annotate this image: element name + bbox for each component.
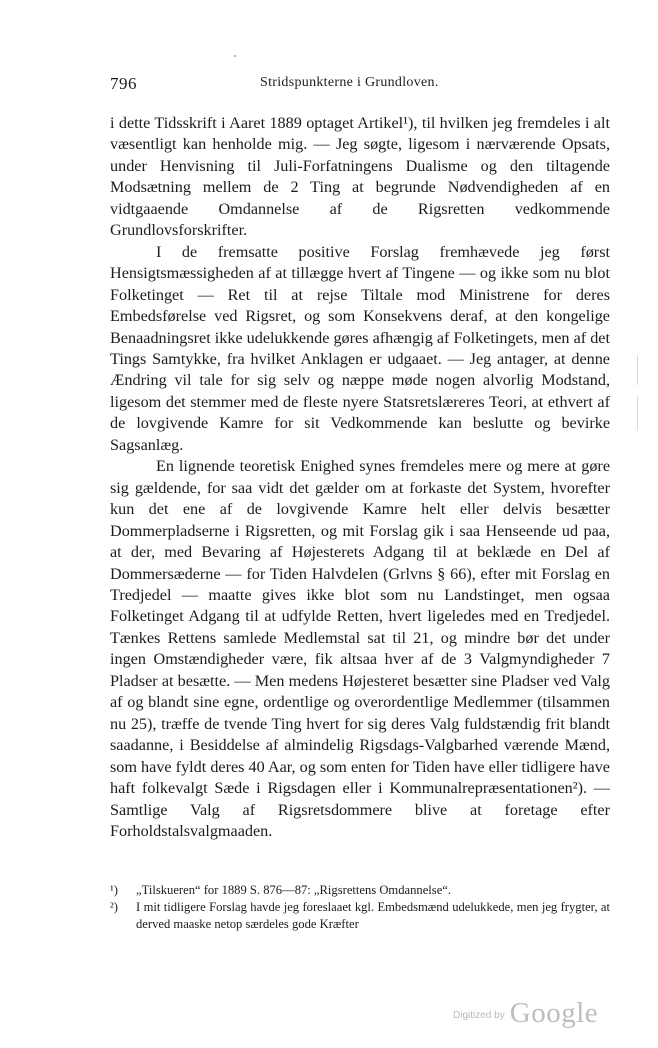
footnote-marker: ¹) [110, 883, 118, 897]
footnote-1 [110, 882, 610, 899]
paragraph-1: i dette Tidsskrift i Aaret 1889 optaget Artikel¹), til hvilken jeg fremdeles i alt væsentligt kan henholde mig. — Jeg søgte, ligesom i nærværende Opsats, under Henvisning til Juli-Forfatningens Dualisme og den tiltagende Modsætning mellem de 2 Ting at begrunde Nødvendigheden af en vidtgaaende Omdannelse af de Rigsretten vedkommende Grundlovsforskrifter. [110, 114, 610, 240]
footnote-text: I mit tidligere Forslag havde jeg foreslaaet kgl. Embedsmænd udelukkede, men jeg frygter, at derved maaske netop særdeles gode Kræfter [136, 900, 610, 931]
margin-line-mark [637, 355, 638, 385]
footnotes [110, 882, 610, 933]
body-text [110, 113, 610, 842]
page-header [110, 74, 610, 94]
page-number: 796 [110, 74, 137, 93]
footnote-2 [110, 899, 610, 933]
watermark-prefix: Digitized by [453, 1010, 505, 1021]
footnote-marker: ²) [110, 900, 118, 914]
paragraph-2: I de fremsatte positive Forslag fremhævede jeg først Hensigtsmæssigheden af at tillægge hvert af Tingene — og ikke som nu blot Folketinget — Ret til at rejse Tiltale mod Ministrene for deres Embedsførelse ved Rigsret, og som Konsekvens deraf, at den kongelige Benaadningsret ikke udelukkende gøres afhængig af Folketingets, men af det Tings Samtykke, fra hvilket Anklagen er udgaaet. — Jeg antager, at denne Ændring vil tale for sig selv og næppe møde nogen alvorlig Modstand, ligesom det stemmer med de fleste nyere Statsretslæreres Teori, at ethvert af de lovgivende Kamre for sit Vedkommende kan beslutte og bevirke Sagsanlæg. [110, 242, 610, 454]
google-logo: Google [509, 997, 599, 1029]
running-title: Stridspunkterne i Grundloven. [260, 75, 439, 90]
digitized-watermark [453, 997, 598, 1033]
footnote-text: „Tilskueren“ for 1889 S. 876—87: „Rigsrettens Omdannelse“. [136, 883, 452, 897]
paragraph-3: En lignende teoretisk Enighed synes fremdeles mere og mere at gøre sig gældende, for saa vidt det gælder om at forkaste det System, hvorefter kun det ene af de lovgivende Kamre helt eller delvis besætter Dommerpladserne i Rigsretten, og mit Forslag gik i saa Henseende ud paa, at der, med Bevaring af Højesterets Adgang til at beklæde en Del af Dommersæderne — for Tiden Halvdelen (Grlvns § 66), efter mit Forslag en Tredjedel — maatte gives ikke blot som nu Landstinget, men ogsaa Folketinget Adgang til at udfylde Retten, hvert ligeledes med en Tredjedel. Tænkes Rettens samlede Medlemstal sat til 21, og mindre bør det under ingen Omstændigheder være, fik altsaa hver af de 3 Valgmyndigheder 7 Pladser at besætte. — Men medens Højesteret besætter sine Pladser ved Valg af og blandt sine egne, ordentlige og overordentlige Medlemmer (tilsammen nu 25), træffe de tvende Ting hvert for sig deres Valg fuldstændig frit blandt saadanne, i Besiddelse af almindelig Rigsdags-Valgbarhed værende Mænd, som have fyldt deres 40 Aar, og som enten for Tiden have eller tidligere have haft folkevalgt Sæde i Rigsdagen eller i Kommunalrepræsentationen²). — Samtlige Valg af Rigsretsdommere blive at foretage efter Forholdstalsvalgmaaden. [110, 457, 610, 840]
scan-speck [234, 55, 236, 57]
margin-line-mark [637, 396, 638, 430]
